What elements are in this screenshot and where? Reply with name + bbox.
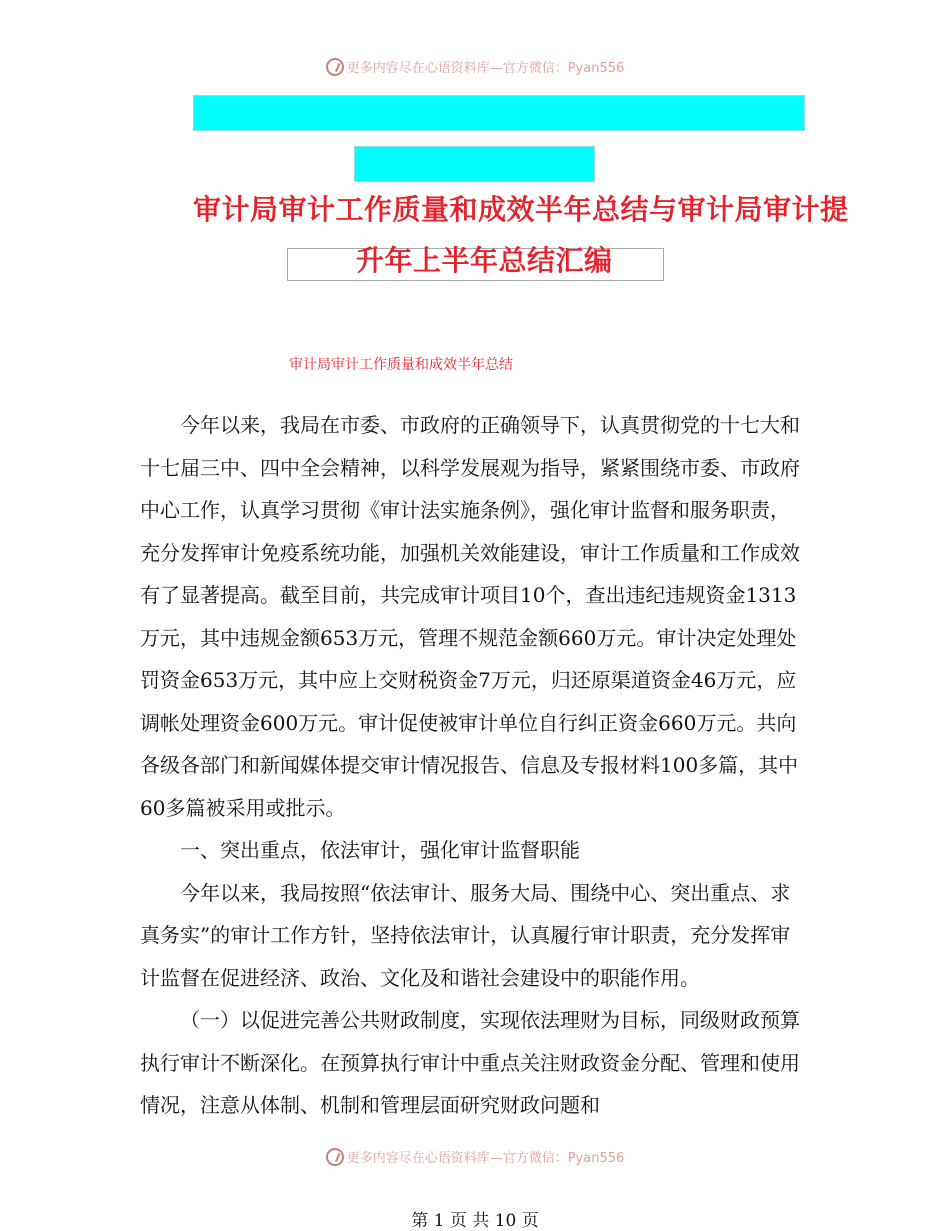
watermark-text: 更多内容尽在心语资料库—官方微信：Pyan556 [346,1151,625,1166]
paragraph: （一）以促进完善公共财政制度，实现依法理财为目标，同级财政预算执行审计不断深化。在预算执行审计中重点关注财政资金分配、管理和使用情况，注意从体制、机制和管理层面研究财政问题和 [140,1008,800,1117]
highlight-bar-middle [354,146,595,182]
logo-icon [326,58,344,76]
document-title-line-2: 升年上半年总结汇编 [356,244,613,277]
logo-icon [326,1148,344,1166]
watermark-text: 更多内容尽在心语资料库—官方微信：Pyan556 [346,61,625,76]
highlight-bar-top [193,95,805,131]
watermark-top [0,58,950,79]
paragraph: 今年以来，我局在市委、市政府的正确领导下，认真贯彻党的十七大和十七届三中、四中全会精神，以科学发展观为指导，紧紧围绕市委、市政府中心工作，认真学习贯彻《审计法实施条例》，强化审计监督和服务职责，充分发挥审计免疫系统功能，加强机关效能建设，审计工作质量和工作成效有了显著提高。截至目前，共完成审计项目10个，查出违纪违规资金1313万元，其中违规金额653万元，管理不规范金额660万元。审计决定处理处罚资金653万元，其中应上交财税资金7万元，归还原渠道资金46万元，应调帐处理资金600万元。审计促使被审计单位自行纠正资金660万元。共向各级各部门和新闻媒体提交审计情况报告、信息及专报材料100多篇，其中60多篇被采用或批示。 [140,413,800,820]
section-subtitle: 审计局审计工作质量和成效半年总结 [289,357,513,373]
paragraph-heading: 一、突出重点，依法审计，强化审计监督职能 [180,838,580,862]
document-title-line-1: 审计局审计工作质量和成效半年总结与审计局审计提 [193,193,849,226]
paragraph: 今年以来，我局按照“依法审计、服务大局、围绕中心、突出重点、求真务实”的审计工作方针，坚持依法审计，认真履行审计职责，充分发挥审计监督在促进经济、政治、文化及和谐社会建设中的职能作用。 [140,880,791,990]
document-body [140,404,805,1127]
page-number-footer: 第 1 页 共 10 页 [411,1211,539,1231]
watermark-bottom [0,1148,950,1169]
